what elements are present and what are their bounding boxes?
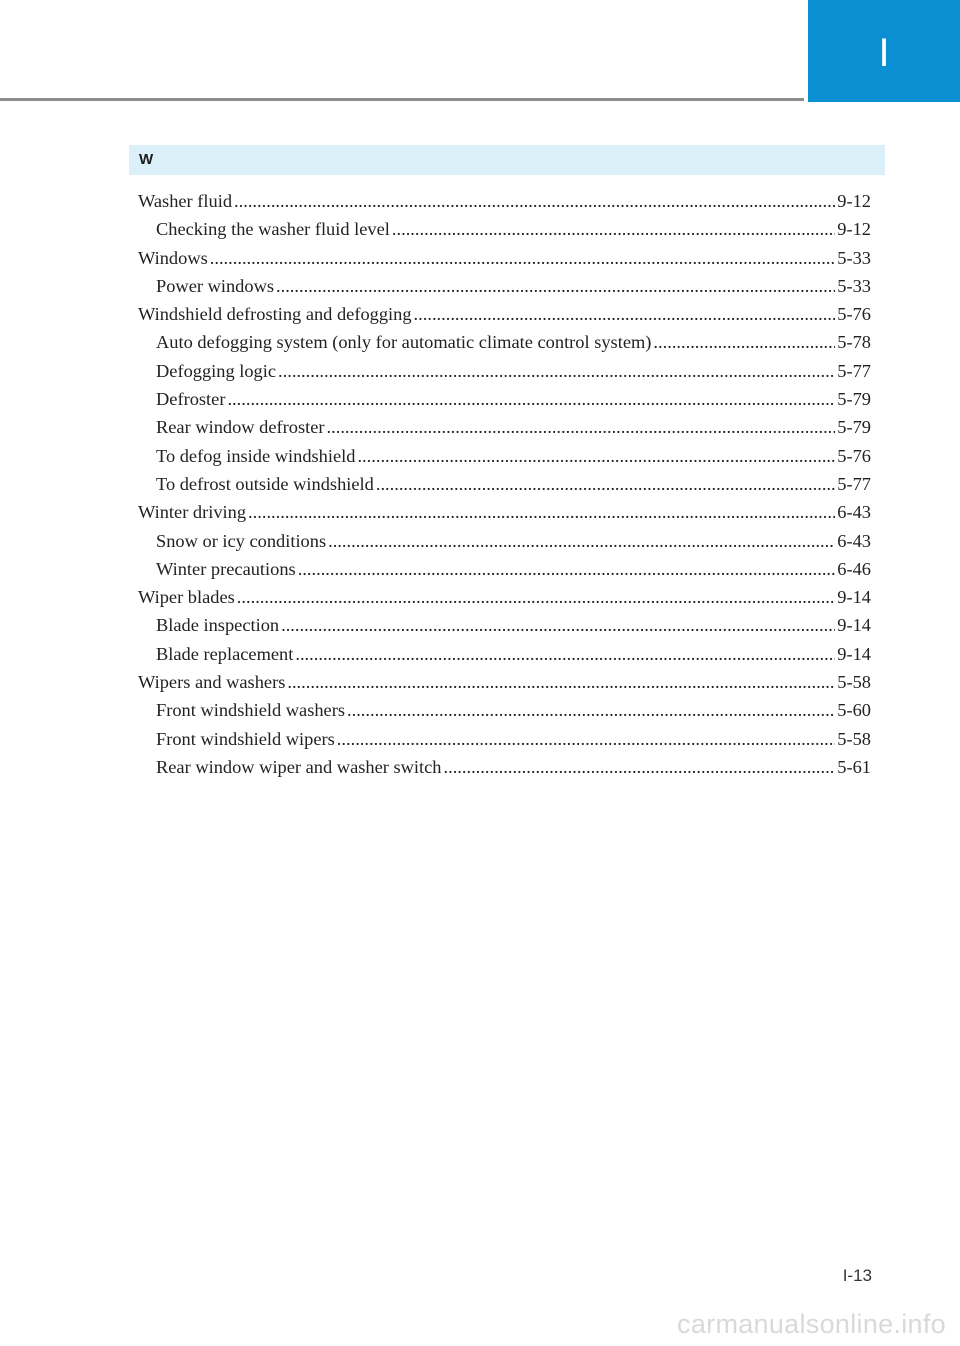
- index-term: To defrost outside windshield: [156, 473, 374, 494]
- index-subentry[interactable]: [138, 753, 871, 781]
- index-term: Winter driving: [138, 502, 247, 523]
- index-term: Front windshield washers: [156, 700, 345, 721]
- index-term: Rear window defroster: [156, 417, 325, 438]
- index-term: Power windows: [156, 275, 275, 296]
- index-page-ref: 5-76: [837, 304, 871, 325]
- index-page-ref: 6-43: [837, 530, 871, 551]
- index-term: Wiper blades: [138, 587, 235, 608]
- index-term: Rear window wiper and washer switch: [156, 756, 442, 777]
- page-number: I-13: [842, 1266, 872, 1285]
- index-page-ref: 5-78: [837, 332, 871, 353]
- index-subentry[interactable]: [138, 215, 871, 243]
- watermark: carmanualsonline.info: [677, 1309, 946, 1339]
- index-subentry[interactable]: [138, 357, 871, 385]
- index-term: To defog inside windshield: [156, 445, 356, 466]
- index-subentry[interactable]: [138, 385, 871, 413]
- dot-leader: [357, 442, 835, 470]
- index-page-ref: 5-58: [837, 728, 871, 749]
- index-page-ref: 5-76: [837, 445, 871, 466]
- index-subentry[interactable]: [138, 725, 871, 753]
- index-term: Defogging logic: [156, 360, 277, 381]
- index-term: Snow or icy conditions: [156, 530, 327, 551]
- index-subentry[interactable]: [138, 696, 871, 724]
- dot-leader: [337, 725, 835, 753]
- dot-leader: [248, 498, 835, 526]
- dot-leader: [444, 753, 836, 781]
- index-subentry[interactable]: [138, 328, 871, 356]
- index-term: Winter precautions: [156, 558, 296, 579]
- index-subentry[interactable]: [138, 555, 871, 583]
- index-page-ref: 9-14: [837, 615, 871, 636]
- index-entry[interactable]: [138, 583, 871, 611]
- section-letter: I: [878, 30, 890, 75]
- index-entry[interactable]: [138, 300, 871, 328]
- index-term: Blade inspection: [156, 615, 280, 636]
- index-subentry[interactable]: [138, 442, 871, 470]
- index-term: Windshield defrosting and defogging: [138, 304, 412, 325]
- index-term: Washer fluid: [138, 191, 233, 211]
- dot-leader: [276, 272, 835, 300]
- dot-leader: [347, 696, 835, 724]
- index-term: Front windshield wipers: [156, 728, 335, 749]
- section-tab: [808, 0, 960, 102]
- index-term: Wipers and washers: [138, 672, 286, 693]
- index-page-ref: 6-46: [837, 558, 871, 579]
- dot-leader: [328, 527, 835, 555]
- index-entry[interactable]: [138, 498, 871, 526]
- index-page-ref: 9-14: [837, 643, 871, 664]
- dot-leader: [295, 640, 835, 668]
- dot-leader: [237, 583, 835, 611]
- header-rule: [0, 98, 804, 101]
- dot-leader: [376, 470, 835, 498]
- letter-heading-label: W: [139, 151, 154, 168]
- index-page-ref: 5-79: [837, 417, 871, 438]
- index-page-ref: 9-12: [837, 191, 871, 211]
- index-subentry[interactable]: [138, 272, 871, 300]
- dot-leader: [227, 385, 835, 413]
- dot-leader: [653, 328, 835, 356]
- index-entry[interactable]: [138, 187, 871, 215]
- index-term: Auto defogging system (only for automatic climate control system): [156, 332, 652, 353]
- index-page-ref: 5-33: [837, 247, 871, 268]
- index-term: Defroster: [156, 389, 226, 410]
- index-page-ref: 9-14: [837, 587, 871, 608]
- index-page-ref: 5-33: [837, 275, 871, 296]
- index-entry[interactable]: [138, 244, 871, 272]
- index-term: Windows: [138, 247, 208, 268]
- index-term: Checking the washer fluid level: [156, 219, 390, 240]
- index-page-ref: 5-61: [837, 756, 871, 777]
- index-page-ref: 9-12: [837, 219, 871, 240]
- index-page-ref: 5-77: [837, 473, 871, 494]
- index-list: [138, 187, 871, 781]
- index-term: Blade replacement: [156, 643, 294, 664]
- index-subentry[interactable]: [138, 470, 871, 498]
- dot-leader: [234, 187, 835, 215]
- index-subentry[interactable]: [138, 640, 871, 668]
- index-subentry[interactable]: [138, 413, 871, 441]
- dot-leader: [210, 244, 836, 272]
- dot-leader: [278, 357, 835, 385]
- index-page-ref: 5-77: [837, 360, 871, 381]
- dot-leader: [298, 555, 836, 583]
- index-page-ref: 5-60: [837, 700, 871, 721]
- index-subentry[interactable]: [138, 527, 871, 555]
- dot-leader: [281, 611, 835, 639]
- dot-leader: [327, 413, 836, 441]
- index-page-ref: 5-79: [837, 389, 871, 410]
- dot-leader: [287, 668, 835, 696]
- index-subentry[interactable]: [138, 611, 871, 639]
- letter-heading: [129, 145, 885, 175]
- index-entry[interactable]: [138, 668, 871, 696]
- index-page-ref: 6-43: [837, 502, 871, 523]
- dot-leader: [392, 215, 835, 243]
- index-page-ref: 5-58: [837, 672, 871, 693]
- dot-leader: [414, 300, 836, 328]
